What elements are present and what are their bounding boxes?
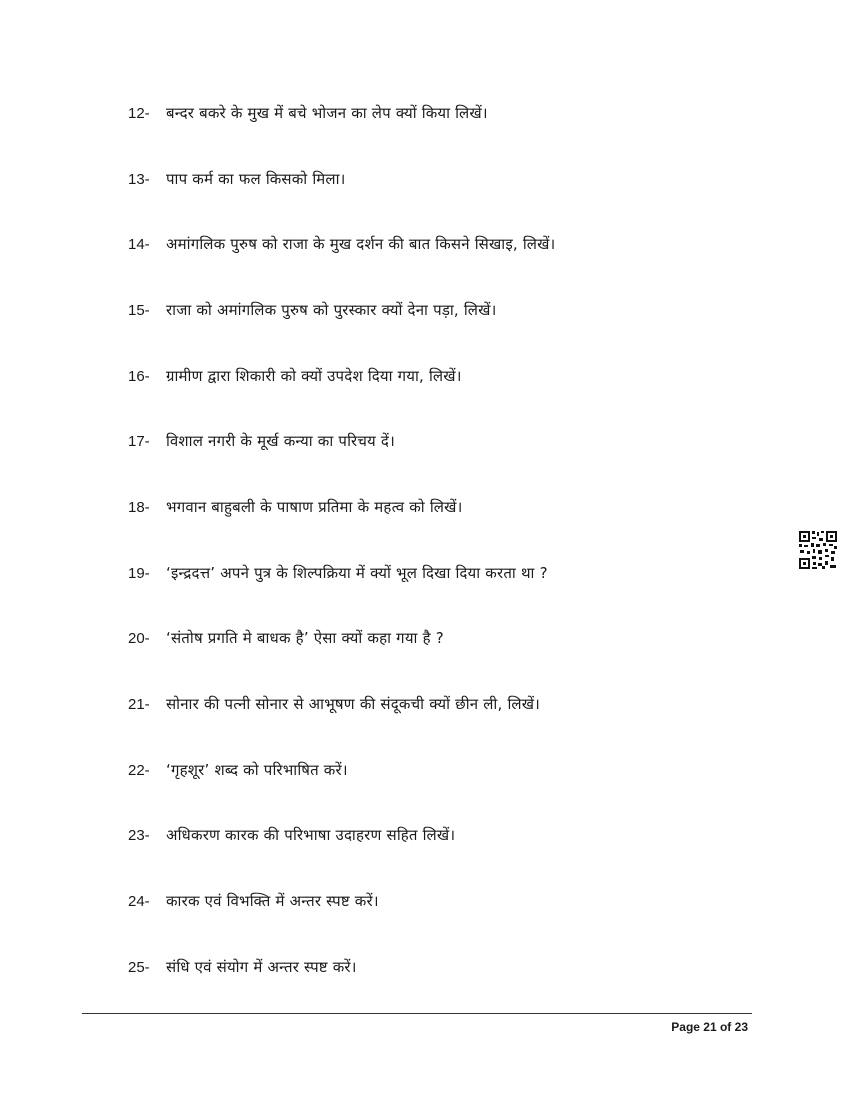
question-text: ‘इन्द्रदत्त’ अपने पुत्र के शिल्पक्रिया में क्यों भूल दिखा दिया करता था ? (166, 564, 548, 582)
question-text: ‘संतोष प्रगति मे बाधक है’ ऐसा क्यों कहा गया है ? (166, 629, 444, 647)
question-item (128, 755, 348, 785)
question-item (128, 952, 357, 982)
question-number: 13- (128, 170, 150, 188)
question-item (128, 229, 555, 259)
question-number: 21- (128, 695, 150, 713)
question-number: 19- (128, 564, 150, 582)
question-item (128, 623, 444, 653)
question-item (128, 492, 462, 522)
question-item (128, 689, 540, 719)
question-number: 23- (128, 826, 150, 844)
question-text: ‘गृहशूर’ शब्द को परिभाषित करें। (166, 761, 348, 779)
question-text: अधिकरण कारक की परिभाषा उदाहरण सहित लिखें। (166, 826, 456, 844)
page-number: Page 21 of 23 (671, 1020, 748, 1034)
question-text: ग्रामीण द्वारा शिकारी को क्यों उपदेश दिया गया, लिखें। (166, 367, 462, 385)
question-number: 16- (128, 367, 150, 385)
question-number: 24- (128, 892, 150, 910)
question-item (128, 426, 395, 456)
question-item (128, 295, 496, 325)
question-number: 20- (128, 629, 150, 647)
question-text: भगवान बाहुबली के पाषाण प्रतिमा के महत्व को लिखें। (166, 498, 463, 516)
question-item (128, 820, 455, 850)
question-text: अमांगलिक पुरुष को राजा के मुख दर्शन की बात किसने सिखाइ, लिखें। (166, 235, 556, 253)
question-item (128, 98, 488, 128)
question-text: सोनार की पत्नी सोनार से आभूषण की संदूकची क्यों छीन ली, लिखें। (166, 695, 541, 713)
question-item (128, 558, 548, 588)
question-text: राजा को अमांगलिक पुरुष को पुरस्कार क्यों देना पड़ा, लिखें। (166, 301, 497, 319)
question-number: 17- (128, 432, 150, 450)
question-item (128, 164, 346, 194)
question-text: बन्दर बकरे के मुख में बचे भोजन का लेप क्यों किया लिखें। (166, 104, 488, 122)
question-number: 12- (128, 104, 150, 122)
question-text: कारक एवं विभक्ति में अन्तर स्पष्ट करें। (166, 892, 379, 910)
question-text: पाप कर्म का फल किसको मिला। (166, 170, 346, 188)
question-number: 25- (128, 958, 150, 976)
question-number: 22- (128, 761, 150, 779)
question-item (128, 361, 462, 391)
footer-divider (82, 1013, 752, 1014)
question-item (128, 886, 379, 916)
question-number: 14- (128, 235, 150, 253)
question-number: 15- (128, 301, 150, 319)
question-text: संधि एवं संयोग में अन्तर स्पष्ट करें। (166, 958, 357, 976)
qr-code-icon (798, 530, 838, 570)
question-text: विशाल नगरी के मूर्ख कन्या का परिचय दें। (166, 432, 395, 450)
question-number: 18- (128, 498, 150, 516)
